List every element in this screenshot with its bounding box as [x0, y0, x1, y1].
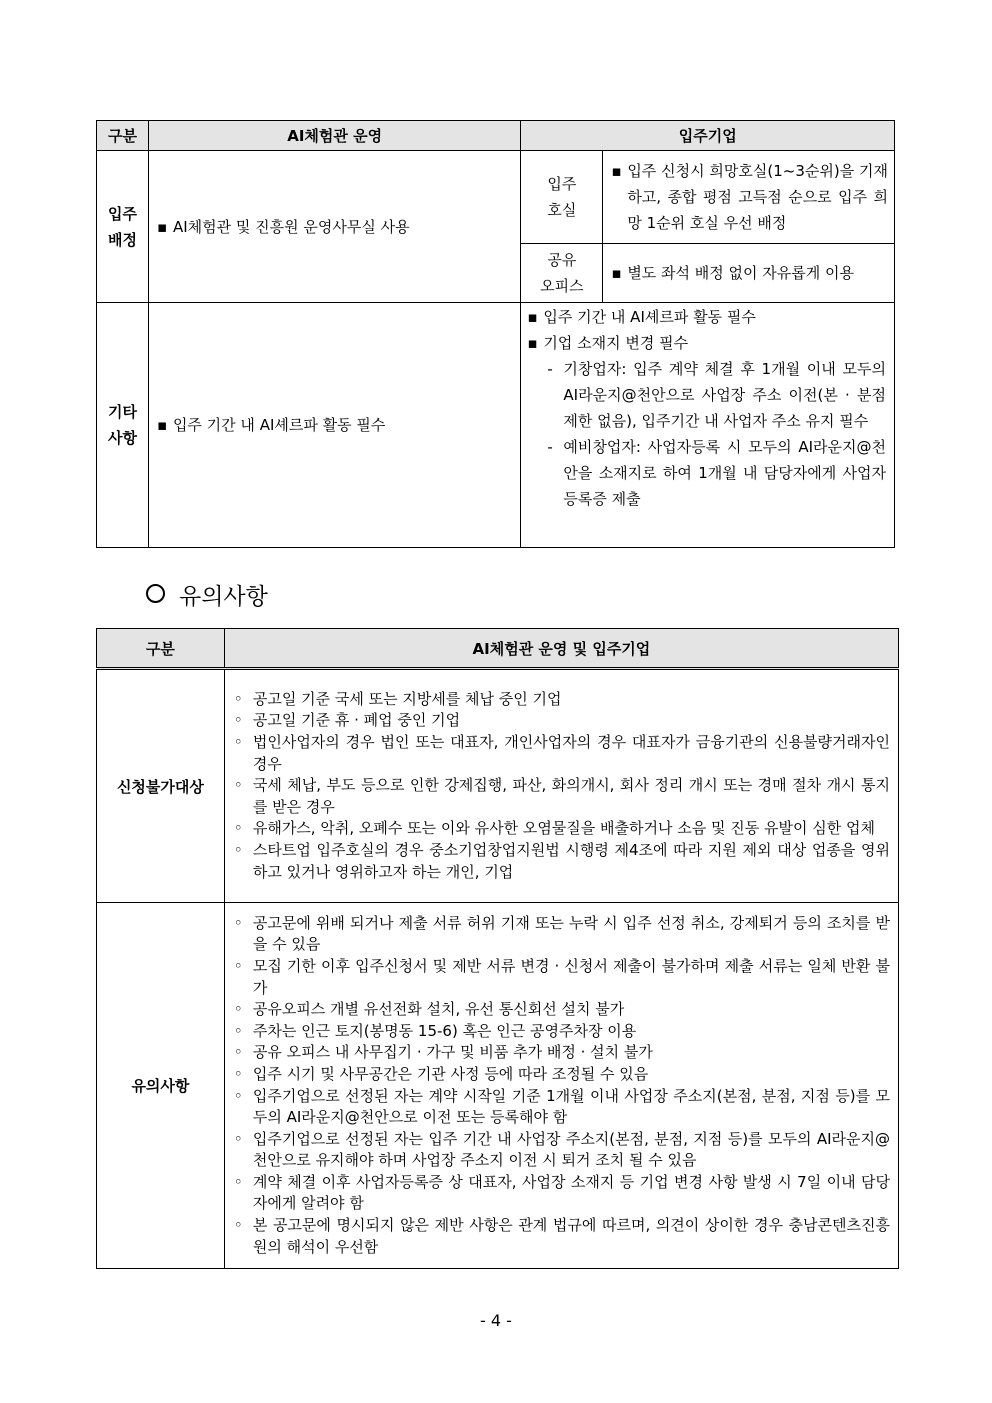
etc-ai-cell	[148, 303, 520, 548]
page-number: - 4 -	[480, 1311, 512, 1330]
header-category: 구분	[97, 629, 225, 669]
ineligible-item: ◦ 법인사업자의 경우 법인 또는 대표자, 개인사업자의 경우 대표자가 금융기관의 신용불량거래자인 경우	[227, 732, 890, 775]
notes-table	[96, 628, 899, 1269]
row-label-ineligible: 신청불가대상	[97, 669, 225, 903]
ineligible-item: ◦ 공고일 기준 국세 또는 지방세를 체납 중인 기업	[227, 689, 890, 711]
note-item: ◦ 주차는 인근 토지(봉명동 15-6) 혹은 인근 공영주차장 이용	[227, 1021, 890, 1043]
row-label-notes: 유의사항	[97, 903, 225, 1269]
ineligible-item: ◦ 스타트업 입주호실의 경우 중소기업창업지원법 시행령 제4조에 따라 지원 제외 대상 업종을 영위하고 있거나 영위하고자 하는 개인, 기업	[227, 840, 890, 883]
note-item: ◦ 공유 오피스 내 사무집기 · 가구 및 비품 추가 배정 · 설치 불가	[227, 1042, 890, 1064]
circle-bullet-icon	[146, 584, 165, 603]
section-heading	[146, 578, 268, 611]
note-item: ◦ 본 공고문에 명시되지 않은 제반 사항은 관계 법규에 따르며, 의견이 상이한 경우 충남콘텐츠진흥원의 해석이 우선함	[227, 1215, 890, 1258]
section-heading-text: 유의사항	[179, 584, 268, 610]
room-text: ▪ 입주 신청시 희망호실(1~3순위)을 기재하고, 종합 평점 고득점 순으로 입주 희망 1순위 호실 우선 배정	[607, 158, 888, 236]
note-item: ◦ 공유오피스 개별 유선전화 설치, 유선 통신회선 설치 불가	[227, 999, 890, 1021]
ineligible-item: ◦ 국세 체납, 부도 등으로 인한 강제집행, 파산, 화의개시, 회사 정리 개시 또는 경매 절차 개시 통지를 받은 경우	[227, 775, 890, 818]
etc-ai-text: ▪ 입주 기간 내 AI셰르파 활동 필수	[153, 412, 520, 438]
office-text: ▪ 별도 좌석 배정 없이 자유롭게 이용	[607, 260, 888, 286]
ineligible-cell	[224, 669, 898, 903]
notes-cell	[224, 903, 898, 1269]
header-category: 구분	[97, 121, 149, 151]
note-item: ◦ 입주 시기 및 사무공간은 기관 사정 등에 따라 조정될 수 있음	[227, 1064, 890, 1086]
room-label: 입주 호실	[521, 151, 603, 244]
ineligible-item: ◦ 공고일 기준 휴 · 폐업 중인 기업	[227, 710, 890, 732]
note-item: ◦ 공고문에 위배 되거나 제출 서류 허위 기재 또는 누락 시 입주 선정 취소, 강제퇴거 등의 조치를 받을 수 있음	[227, 913, 890, 956]
etc-item: ▪ 기업 소재지 변경 필수	[523, 330, 886, 356]
row-label-etc: 기타 사항	[97, 303, 149, 548]
etc-sub-item: - 예비창업자: 사업자등록 시 모두의 AI라운지@천안을 소재지로 하여 1개월 내 담당자에게 사업자등록증 제출	[523, 434, 886, 512]
note-item: ◦ 계약 체결 이후 사업자등록증 상 대표자, 사업장 소재지 등 기업 변경 사항 발생 시 7일 이내 담당자에게 알려야 함	[227, 1172, 890, 1215]
row-label-assign: 입주 배정	[97, 151, 149, 303]
note-item: ◦ 입주기업으로 선정된 자는 계약 시작일 기준 1개월 이내 사업장 주소지(본점, 분점, 지점 등)를 모두의 AI라운지@천안으로 이전 또는 등록해야 함	[227, 1086, 890, 1129]
note-item: ◦ 입주기업으로 선정된 자는 입주 기간 내 사업장 주소지(본점, 분점, 지점 등)를 모두의 AI라운지@천안으로 유지해야 하며 사업장 주소지 이전 시 퇴거 조치 될 수 있음	[227, 1129, 890, 1172]
ineligible-item: ◦ 유해가스, 악취, 오폐수 또는 이와 유사한 오염물질을 배출하거나 소음 및 진동 유발이 심한 업체	[227, 818, 890, 840]
etc-sub-item: - 기창업자: 입주 계약 체결 후 1개월 이내 모두의 AI라운지@천안으로 사업장 주소 이전(본 · 분점 제한 없음), 입주기간 내 사업자 주소 유지 필수	[523, 356, 886, 434]
assign-ai-cell	[148, 151, 520, 303]
office-label: 공유 오피스	[521, 244, 603, 303]
residency-table	[96, 120, 895, 548]
header-ai-hall: AI체험관 운영	[148, 121, 520, 151]
etc-tenant-cell	[521, 303, 895, 548]
etc-item: ▪ 입주 기간 내 AI셰르파 활동 필수	[523, 304, 886, 330]
room-cell	[603, 151, 895, 244]
office-cell	[603, 244, 895, 303]
note-item: ◦ 모집 기한 이후 입주신청서 및 제반 서류 변경 · 신청서 제출이 불가하며 제출 서류는 일체 반환 불가	[227, 956, 890, 999]
header-ai-and-tenant: AI체험관 운영 및 입주기업	[224, 629, 898, 669]
assign-ai-text: ▪ AI체험관 및 진흥원 운영사무실 사용	[153, 214, 520, 240]
header-tenant: 입주기업	[521, 121, 895, 151]
